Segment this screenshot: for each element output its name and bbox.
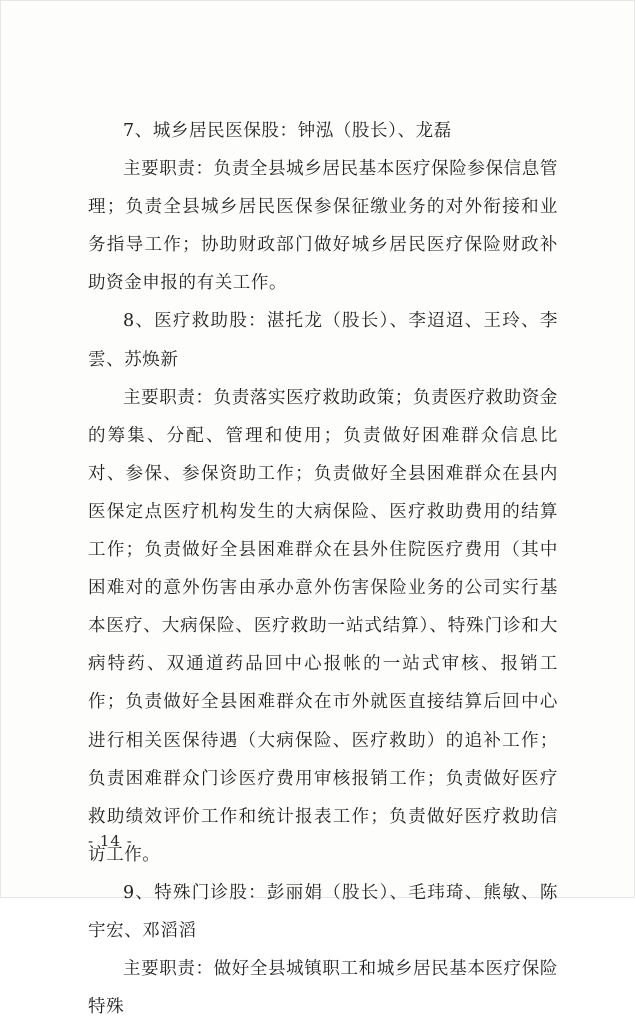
document-body: [88, 112, 558, 1026]
section-8-heading: 8、医疗救助股：湛托龙（股长）、李迢迢、王玲、李雲、苏焕新: [88, 311, 558, 370]
section-8-duties: 主要职责：负责落实医疗救助政策；负责医疗救助资金的筹集、分配、管理和使用；负责做好困难群众信息比对、参保、参保资助工作；负责做好全县困难群众在县内医保定点医疗机构发生的大病保险、医疗救助费用的结算工作；负责做好全县困难群众在县外住院医疗费用（其中困难对的意外伤害由承办意外伤害保险业务的公司实行基本医疗、大病保险、医疗救助一站式结算）、特殊门诊和大病特药、双通道药品回中心报帐的一站式审核、报销工作；负责做好全县困难群众在市外就医直接结算后回中心进行相关医保待遇（大病保险、医疗救助）的追补工作；负责困难群众门诊医疗费用审核报销工作；负责做好医疗救助绩效评价工作和统计报表工作；负责做好医疗救助信访工作。: [88, 387, 558, 865]
section-7-heading: 7、城乡居民医保股：钟泓（股长）、龙磊: [123, 121, 452, 141]
section-9-duties: 主要职责：做好全县城镇职工和城乡居民基本医疗保险特殊: [88, 959, 558, 1018]
section-7-duties: 主要职责：负责全县城乡居民基本医疗保险参保信息管理；负责全县城乡居民医保参保征缴业务的对外衔接和业务指导工作；协助财政部门做好城乡居民医疗保险财政补助资金申报的有关工作。: [88, 159, 558, 294]
section-9-heading: 9、特殊门诊股：彭丽娟（股长）、毛玮琦、熊敏、陈宇宏、邓滔滔: [88, 882, 558, 941]
page-number: - 14 -: [88, 832, 133, 850]
